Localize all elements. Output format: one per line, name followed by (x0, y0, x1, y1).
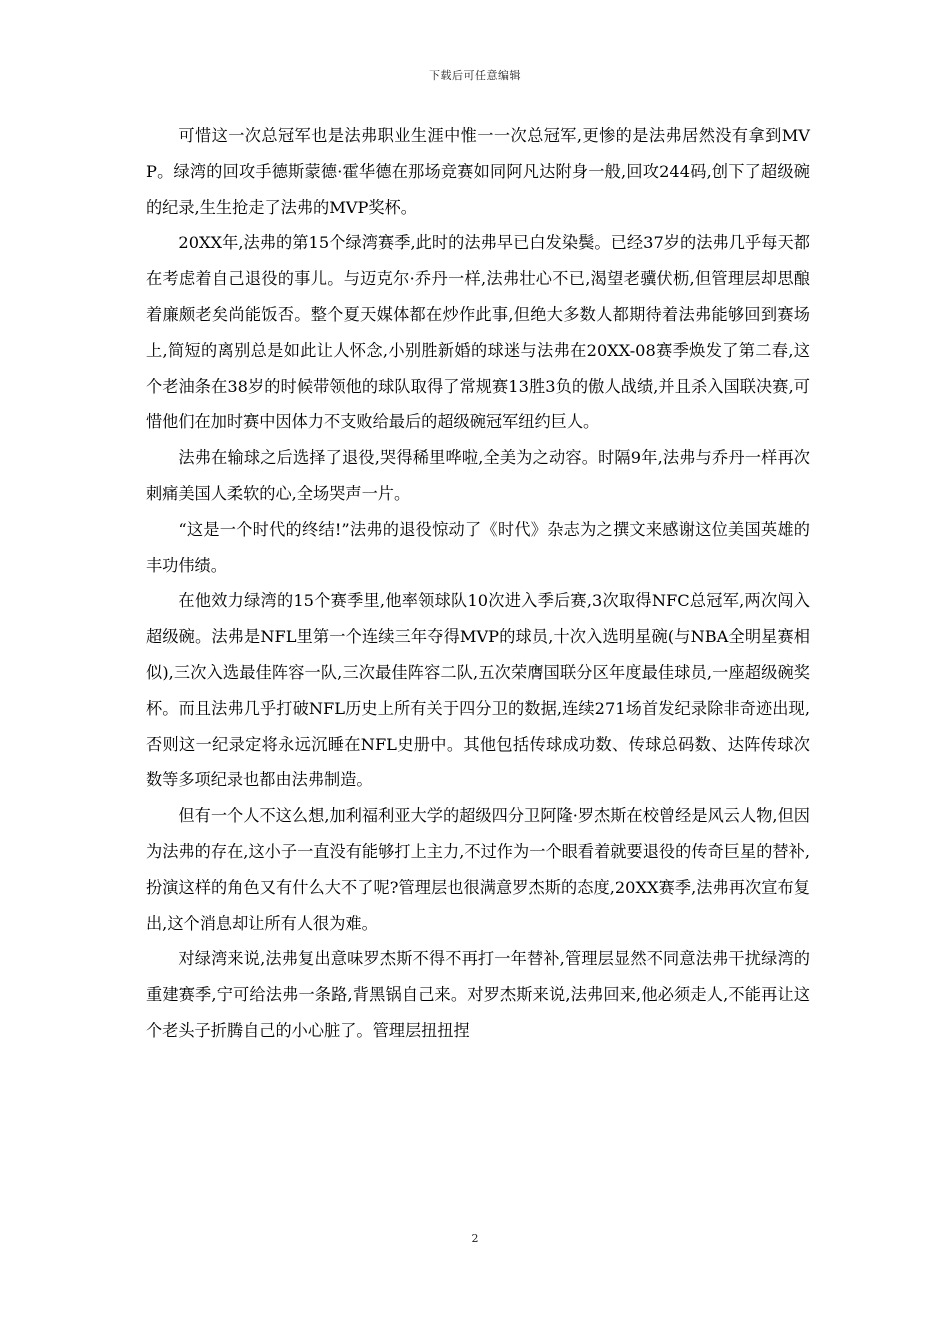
page-number: 2 (471, 1232, 479, 1245)
paragraph: 在他效力绿湾的15个赛季里,他率领球队10次进入季后赛,3次取得NFC总冠军,两次闯入超级碗。法弗是NFL里第一个连续三年夺得MVP的球员,十次入选明星碗(与NBA全明星赛相似),三次入选最佳阵容一队,三次最佳阵容二队,五次荣膺国联分区年度最佳球员,一座超级碗奖杯。而且法弗几乎打破NFL历史上所有关于四分卫的数据,连续271场首发纪录除非奇迹出现,否则这一纪录定将永远沉睡在NFL史册中。其他包括传球成功数、传球总码数、达阵传球次数等多项纪录也都由法弗制造。 (146, 591, 810, 790)
paragraph: 20XX年,法弗的第15个绿湾赛季,此时的法弗早已白发染鬓。已经37岁的法弗几乎每天都在考虑着自己退役的事儿。与迈克尔·乔丹一样,法弗壮心不已,渴望老骥伏枥,但管理层却思酿着廉颇老矣尚能饭否。整个夏天媒体都在炒作此事,但绝大多数人都期待着法弗能够回到赛场上,简短的离别总是如此让人怀念,小别胜新婚的球迷与法弗在20XX-08赛季焕发了第二春,这个老油条在38岁的时候带领他的球队取得了常规赛13胜3负的傲人战绩,并且杀入国联决赛,可惜他们在加时赛中因体力不支败给最后的超级碗冠军纽约巨人。 (146, 233, 810, 432)
paragraph: 法弗在输球之后选择了退役,哭得稀里哗啦,全美为之动容。时隔9年,法弗与乔丹一样再次刺痛美国人柔软的心,全场哭声一片。 (146, 448, 810, 503)
page-header: 下载后可任意编辑 (429, 69, 521, 82)
paragraph: 可惜这一次总冠军也是法弗职业生涯中惟一一次总冠军,更惨的是法弗居然没有拿到MVP。绿湾的回攻手德斯蒙德·霍华德在那场竞赛如同阿凡达附身一般,回攻244码,创下了超级碗的纪录,生生抢走了法弗的MVP奖杯。 (146, 126, 810, 217)
paragraph: 对绿湾来说,法弗复出意味罗杰斯不得不再打一年替补,管理层显然不同意法弗干扰绿湾的重建赛季,宁可给法弗一条路,背黑锅自己来。对罗杰斯来说,法弗回来,他必须走人,不能再让这个老头子折腾自己的小心脏了。管理层扭扭捏 (146, 949, 810, 1040)
paragraph: 但有一个人不这么想,加利福利亚大学的超级四分卫阿隆·罗杰斯在校曾经是风云人物,但因为法弗的存在,这小子一直没有能够打上主力,不过作为一个眼看着就要退役的传奇巨星的替补,扮演这样的角色又有什么大不了呢?管理层也很满意罗杰斯的态度,20XX赛季,法弗再次宣布复出,这个消息却让所有人很为难。 (146, 806, 810, 933)
paragraph: “这是一个时代的终结!”法弗的退役惊动了《时代》杂志为之撰文来感谢这位美国英雄的丰功伟绩。 (146, 519, 810, 575)
document-body (146, 118, 810, 1049)
